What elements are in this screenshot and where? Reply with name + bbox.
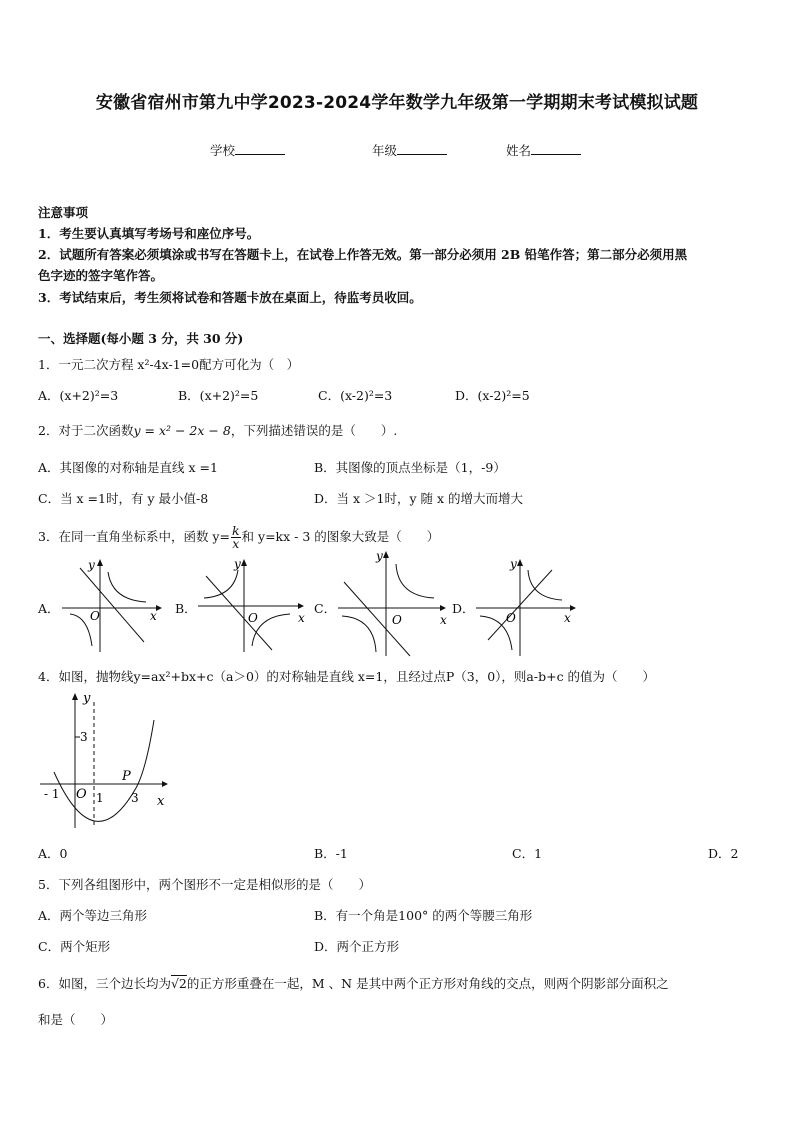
- q3-fraction: [231, 525, 241, 550]
- q3-a-origin: O: [90, 609, 100, 623]
- q3-graph-c: [334, 548, 452, 660]
- q3-d-x: x: [564, 611, 571, 625]
- q3-label-a: A．: [38, 601, 60, 616]
- q4-fig-o: O: [76, 787, 87, 802]
- q3-graph-a: [58, 556, 164, 656]
- name-blank: [531, 142, 581, 155]
- q4-fig-t3: 3: [131, 791, 139, 805]
- q3-graph-b: [194, 556, 308, 656]
- q5-option-d: D．两个正方形: [314, 939, 400, 954]
- q4-option-a: A．0: [38, 846, 68, 861]
- q3-b-origin: O: [248, 611, 258, 625]
- grade-field: [372, 141, 447, 159]
- q3-c-x: x: [440, 613, 447, 627]
- q1-stem: 1．一元二次方程 x²-4x-1=0配方可化为（ ）: [38, 357, 300, 372]
- q5-option-b: B．有一个角是100° 的两个等腰三角形: [314, 908, 533, 923]
- q3-a-y: y: [88, 558, 95, 572]
- name-label: 姓名: [506, 143, 532, 158]
- q4-stem: 4．如图，抛物线y=ax²+bx+c（a＞0）的对称轴是直线 x=1，且经过点P（3，0），则a-b+c 的值为（ ）: [38, 669, 656, 684]
- q4-option-b: B．-1: [314, 846, 348, 861]
- q4-fig-tick3: 3: [80, 730, 88, 744]
- q1-option-b: B．(x+2)²=5: [178, 388, 259, 403]
- q3-c-y: y: [376, 549, 383, 563]
- q1-option-d: D．(x-2)²=5: [455, 388, 530, 403]
- q2-stem: [38, 421, 397, 439]
- q4-fig-y: y: [83, 691, 91, 706]
- q1-option-a: A．(x+2)²=3: [38, 388, 119, 403]
- exam-title: 安徽省宿州市第九中学2023-2024学年数学九年级第一学期期末考试模拟试题: [95, 93, 699, 113]
- q2-formula: y = x² − 2x − 8: [133, 423, 231, 438]
- notice-item: 色字迹的签字笔作答。: [38, 268, 164, 283]
- q3-label-d: D．: [452, 601, 475, 616]
- q6-stem-c: 和是（ ）: [38, 1012, 114, 1027]
- q4-fig-t1: 1: [96, 791, 104, 805]
- q2-option-a: A．其图像的对称轴是直线 x =1: [38, 460, 218, 475]
- school-blank: [235, 142, 285, 155]
- q3-stem-b: 和 y=kx - 3 的图象大致是（ ）: [241, 529, 440, 544]
- q3-b-x: x: [298, 611, 305, 625]
- q4-option-c: C．1: [512, 846, 543, 861]
- q3-b-y: y: [234, 557, 241, 571]
- q3-c-origin: O: [392, 613, 402, 627]
- q3-frac-den: x: [232, 536, 240, 551]
- q3-graph-d: [470, 556, 580, 660]
- q3-frac-num: k: [231, 523, 240, 538]
- q2-stem-a: 2．对于二次函数: [38, 423, 134, 438]
- name-field: [506, 141, 581, 159]
- q3-d-y: y: [510, 557, 517, 571]
- q6-sqrt: √2: [170, 976, 187, 991]
- q5-option-a: A．两个等边三角形: [38, 908, 148, 923]
- q4-fig-p: P: [122, 769, 131, 784]
- q6-stem-b: 的正方形重叠在一起，M 、N 是其中两个正方形对角线的交点，则两个阴影部分面积之: [186, 976, 669, 991]
- q2-option-b: B．其图像的顶点坐标是（1，-9）: [314, 460, 506, 475]
- q4-option-d: D．2: [708, 846, 739, 861]
- section-heading: 一、选择题(每小题 3 分，共 30 分): [38, 331, 244, 346]
- notice-item: 3．考试结束后，考生须将试卷和答题卡放在桌面上，待监考员收回。: [38, 290, 422, 305]
- grade-label: 年级: [372, 143, 398, 158]
- q4-fig-neg1: - 1: [44, 787, 60, 801]
- q2-stem-b: ，下列描述错误的是（ ）.: [230, 423, 398, 438]
- q3-d-origin: O: [506, 611, 516, 625]
- q3-a-x: x: [150, 609, 157, 623]
- q4-parabola-figure: [38, 688, 172, 832]
- notice-item: 2．试题所有答案必须填涂或书写在答题卡上，在试卷上作答无效。第一部分必须用 2B 铅笔作答；第二部分必须用黑: [38, 247, 688, 262]
- q4-fig-x: x: [157, 794, 165, 809]
- grade-blank: [397, 142, 447, 155]
- school-label: 学校: [210, 143, 236, 158]
- q2-option-c: C．当 x =1时，有 y 最小值-8: [38, 491, 209, 506]
- notice-item: 1．考生要认真填写考场号和座位序号。: [38, 226, 260, 241]
- q3-label-b: B．: [175, 601, 197, 616]
- q5-stem: 5．下列各组图形中，两个图形不一定是相似形的是（ ）: [38, 877, 371, 892]
- q6-stem-a: 6．如图，三个边长均为: [38, 976, 171, 991]
- q5-option-c: C．两个矩形: [38, 939, 111, 954]
- q2-option-d: D．当 x ＞1时，y 随 x 的增大而增大: [314, 491, 524, 506]
- q3-stem: [38, 525, 439, 550]
- notice-heading: 注意事项: [38, 205, 89, 220]
- q1-option-c: C．(x-2)²=3: [318, 388, 393, 403]
- school-field: [210, 141, 285, 159]
- q3-stem-a: 3．在同一直角坐标系中，函数 y=: [38, 529, 230, 544]
- q6-stem: [38, 974, 669, 992]
- q3-label-c: C．: [314, 601, 337, 616]
